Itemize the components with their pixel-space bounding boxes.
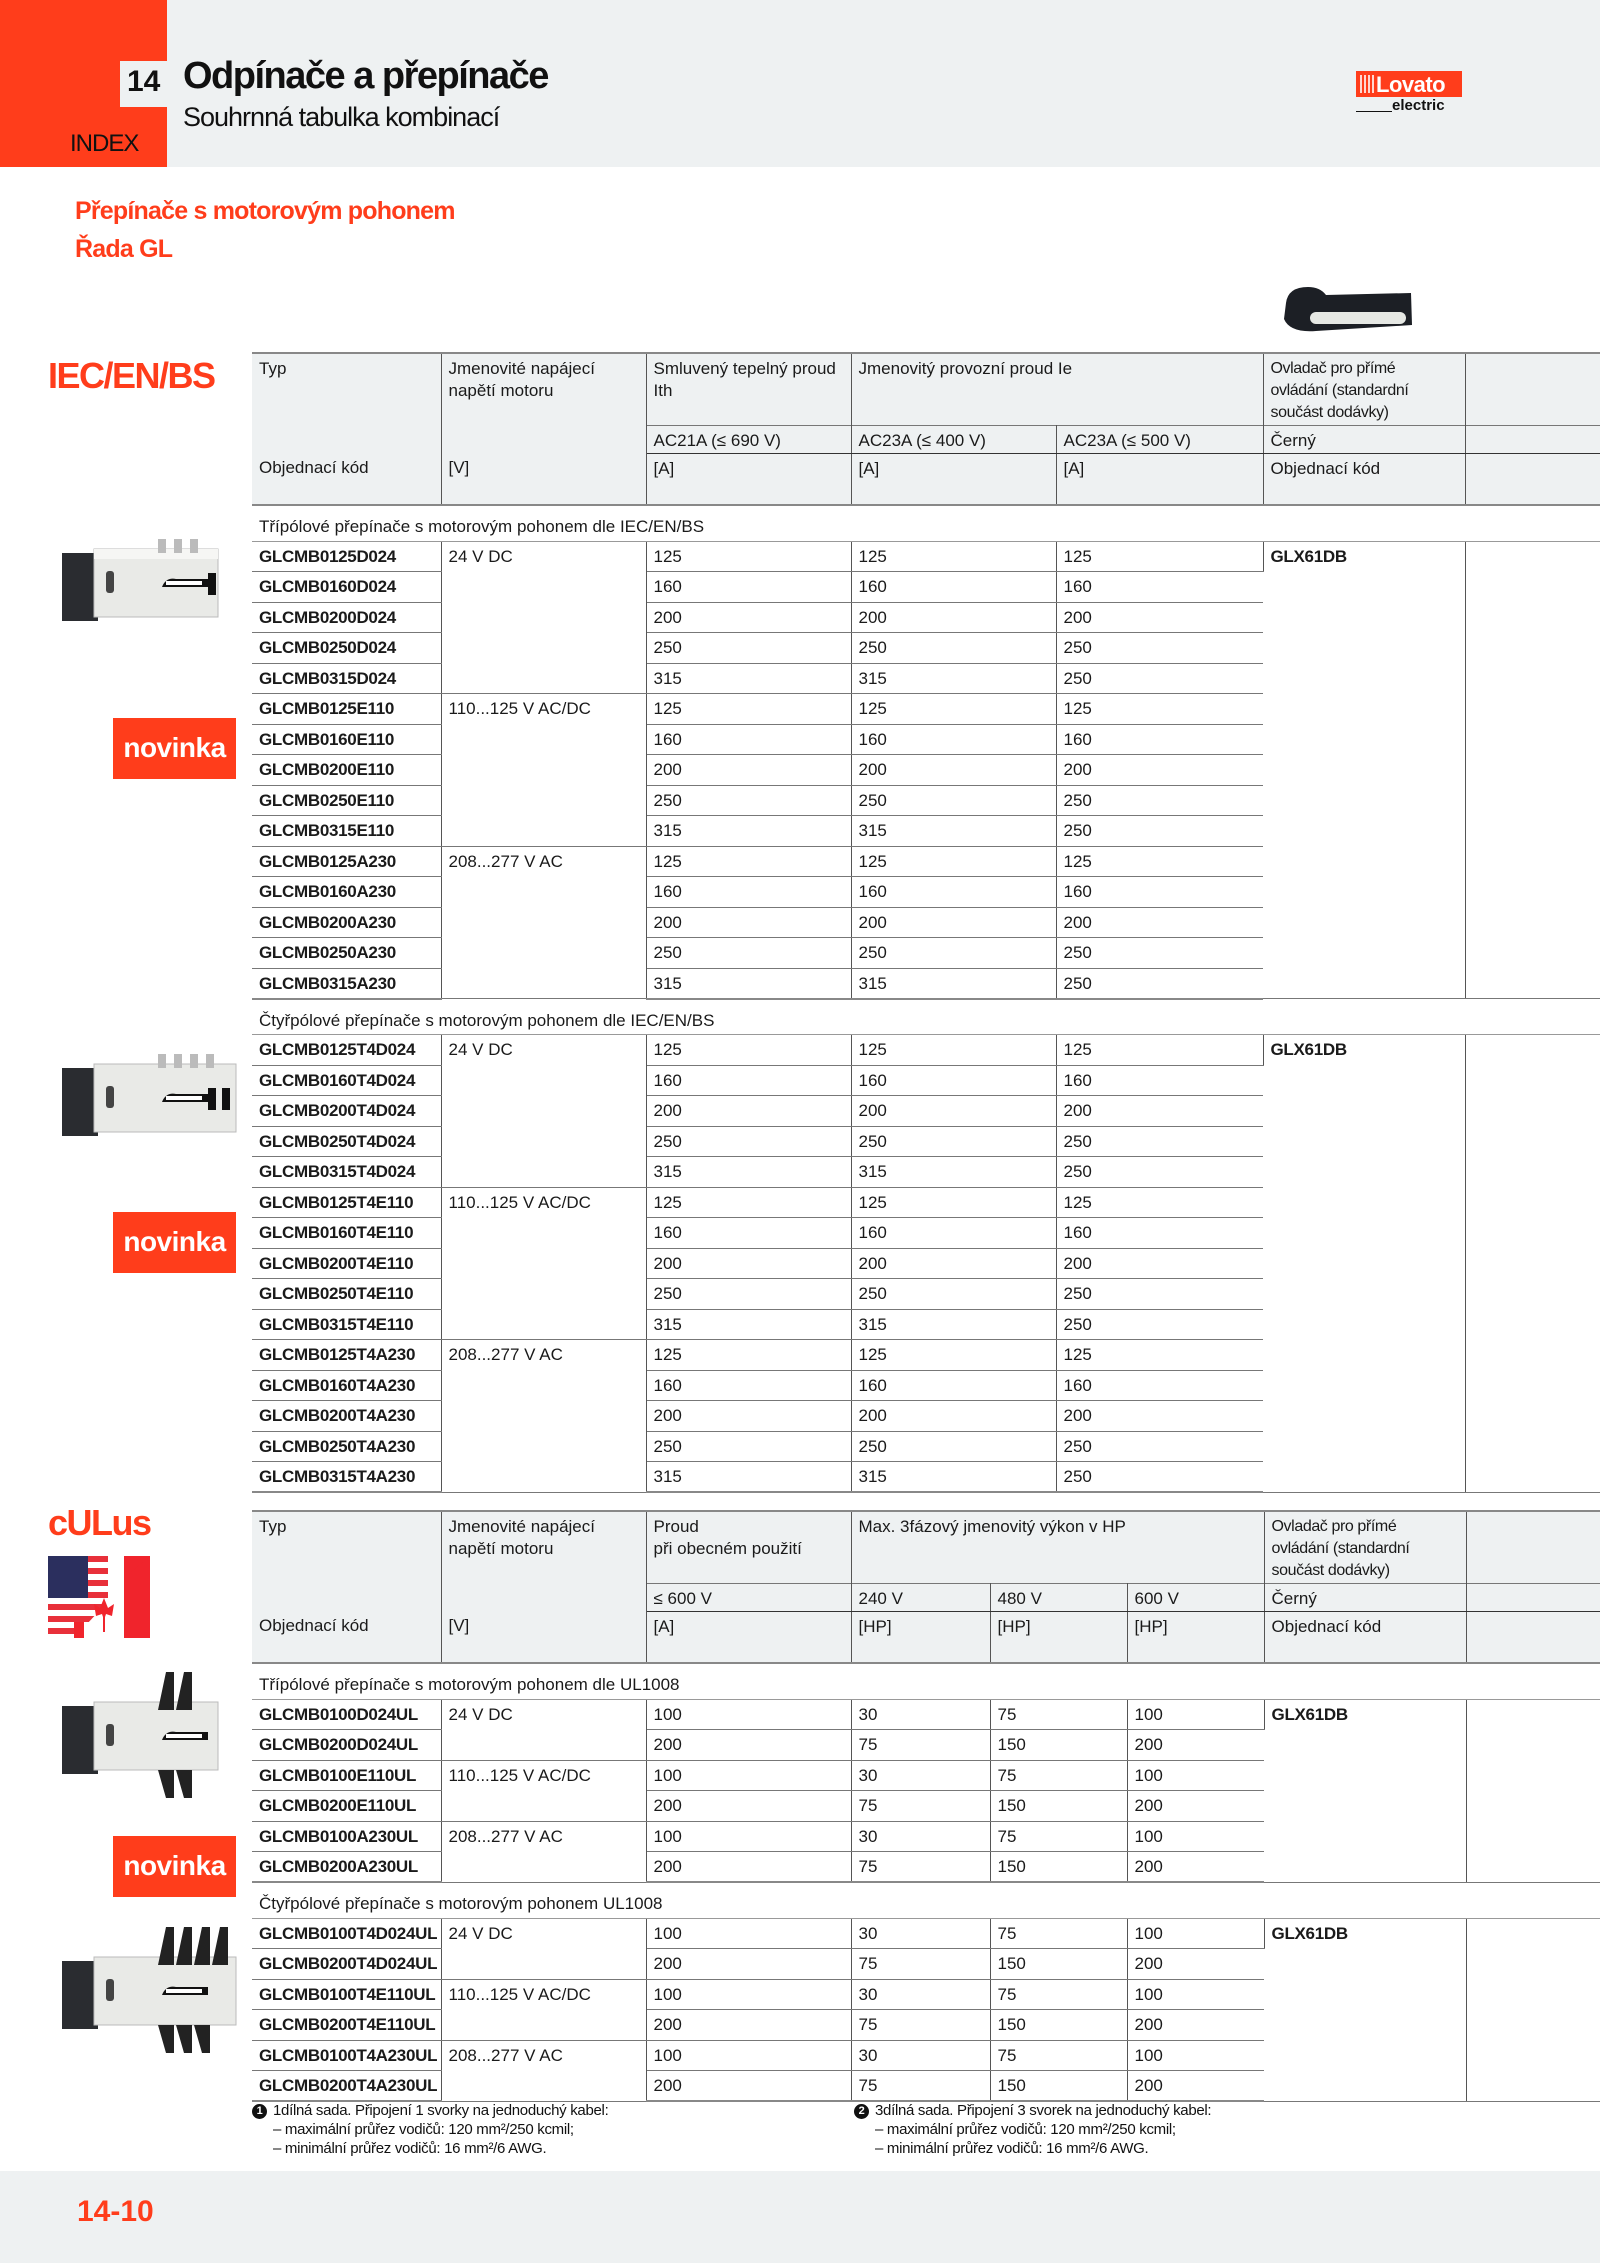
- order-code[interactable]: GLCMB0100T4D024UL: [252, 1918, 441, 1949]
- value-ie400: 200: [851, 602, 1056, 633]
- switch-4pole-product-icon: [58, 1050, 248, 1145]
- page-title: Odpínače a přepínače: [183, 55, 548, 97]
- order-code[interactable]: GLCMB0200T4D024UL: [252, 1949, 441, 1980]
- group-title: Čtyřpólové přepínače s motorovým pohonem UL1008: [252, 1890, 1600, 1918]
- header-type: Typ: [252, 353, 441, 425]
- header-type: Typ: [252, 1511, 441, 1583]
- header-handle: Ovladač pro přímé ovládání (standardní součást dodávky): [1264, 1511, 1466, 1583]
- value-ie500: 125: [1056, 694, 1263, 725]
- motor-voltage: 208...277 V AC: [441, 1340, 646, 1493]
- value-ie400: 250: [851, 938, 1056, 969]
- new-badge: novinka: [113, 1836, 236, 1897]
- value-ie400: 315: [851, 1309, 1056, 1340]
- value-ie400: 315: [851, 1462, 1056, 1493]
- order-code[interactable]: GLCMB0100E110UL: [252, 1760, 441, 1791]
- us-canada-flag-icon: [48, 1556, 150, 1638]
- value-hp600: 200: [1127, 1791, 1264, 1822]
- order-code[interactable]: GLCMB0250A230: [252, 938, 441, 969]
- motor-voltage: 208...277 V AC: [441, 2040, 646, 2101]
- footnote-2: 2 3dílná sada. Připojení 3 svorek na jednoduchý kabel: – maximální průřez vodičů: 120 mm²/250 kcmil; – minimální průřez vodičů: 16 mm²/6 AWG.: [854, 2101, 1211, 2158]
- switch-3pole-product-icon: [58, 535, 228, 630]
- order-code[interactable]: GLCMB0200A230: [252, 907, 441, 938]
- value-ith: 125: [646, 1035, 851, 1066]
- value-ith: 200: [646, 755, 851, 786]
- value-a: 200: [646, 1852, 851, 1883]
- header-ac21a: AC21A (≤ 690 V): [646, 425, 851, 453]
- value-hp240: 30: [851, 1821, 990, 1852]
- value-ith: 200: [646, 907, 851, 938]
- value-hp600: 200: [1127, 2071, 1264, 2102]
- motor-voltage: 24 V DC: [441, 541, 646, 694]
- header-unit-hp: [HP]: [1127, 1611, 1264, 1663]
- value-ie500: 200: [1056, 602, 1263, 633]
- header-motor-voltage: Jmenovité napájecí napětí motoru: [441, 353, 646, 425]
- value-ith: 125: [646, 1340, 851, 1371]
- table-row: [252, 1035, 1600, 1066]
- order-code[interactable]: GLCMB0200D024: [252, 602, 441, 633]
- order-code[interactable]: GLCMB0315T4E110: [252, 1309, 441, 1340]
- value-ie400: 250: [851, 1126, 1056, 1157]
- value-ie500: 160: [1056, 1218, 1263, 1249]
- value-ie400: 250: [851, 1431, 1056, 1462]
- value-ie500: 125: [1056, 1187, 1263, 1218]
- logo-sub: electric: [1392, 97, 1445, 114]
- value-hp480: 150: [990, 2010, 1127, 2041]
- value-ith: 200: [646, 1401, 851, 1432]
- value-ie400: 125: [851, 1035, 1056, 1066]
- header-ac23a-500: AC23A (≤ 500 V): [1056, 425, 1263, 453]
- order-code[interactable]: GLCMB0125T4A230: [252, 1340, 441, 1371]
- header-unit-a: [A]: [1056, 453, 1263, 505]
- value-a: 100: [646, 1760, 851, 1791]
- value-ie500: 250: [1056, 1126, 1263, 1157]
- value-ie500: 125: [1056, 1340, 1263, 1371]
- header-unit-hp: [HP]: [851, 1611, 990, 1663]
- motor-voltage: 24 V DC: [441, 1918, 646, 1979]
- motor-voltage: 208...277 V AC: [441, 846, 646, 999]
- section-title: [75, 192, 455, 268]
- group-title: Čtyřpólové přepínače s motorovým pohonem dle IEC/EN/BS: [252, 1007, 1600, 1035]
- order-code[interactable]: GLCMB0125D024: [252, 541, 441, 572]
- order-code[interactable]: GLCMB0160T4E110: [252, 1218, 441, 1249]
- value-hp600: 100: [1127, 1979, 1264, 2010]
- iec-spec-table: [252, 352, 1600, 1493]
- logo-brand: Lovato: [1376, 72, 1446, 97]
- value-hp600: 200: [1127, 1730, 1264, 1761]
- value-ie400: 160: [851, 724, 1056, 755]
- value-ith: 315: [646, 1462, 851, 1493]
- footnote-2-marker-icon: 2: [854, 2104, 869, 2119]
- order-code[interactable]: GLCMB0315E110: [252, 816, 441, 847]
- value-ie400: 125: [851, 1340, 1056, 1371]
- value-hp480: 150: [990, 1949, 1127, 1980]
- group-title: Třípólové přepínače s motorovým pohonem dle IEC/EN/BS: [252, 513, 1600, 541]
- value-ith: 200: [646, 1248, 851, 1279]
- page-subtitle: Souhrnná tabulka kombinací: [183, 102, 500, 132]
- value-ith: 315: [646, 1157, 851, 1188]
- value-ie500: 200: [1056, 1401, 1263, 1432]
- header-240v: 240 V: [851, 1583, 990, 1611]
- header-le600v: ≤ 600 V: [646, 1583, 851, 1611]
- value-ith: 160: [646, 1218, 851, 1249]
- handle-product-icon: [1276, 285, 1416, 335]
- header-handle-color: Černý: [1264, 1583, 1466, 1611]
- value-ie500: 250: [1056, 1157, 1263, 1188]
- value-ie500: 250: [1056, 1462, 1263, 1493]
- chapter-number: 14: [127, 65, 161, 98]
- order-code[interactable]: GLCMB0100A230UL: [252, 1821, 441, 1852]
- iec-standard-label: IEC/EN/BS: [48, 355, 215, 396]
- order-code[interactable]: GLCMB0100D024UL: [252, 1699, 441, 1730]
- value-hp600: 100: [1127, 1760, 1264, 1791]
- order-code[interactable]: GLCMB0200T4E110UL: [252, 2010, 441, 2041]
- header-handle-order-code: Objednací kód: [1263, 453, 1465, 505]
- value-ie400: 200: [851, 755, 1056, 786]
- switch-ul-4pole-product-icon: [58, 1925, 248, 2055]
- value-hp240: 75: [851, 2010, 990, 2041]
- value-ie500: 200: [1056, 1096, 1263, 1127]
- value-hp240: 30: [851, 2040, 990, 2071]
- value-ie400: 160: [851, 572, 1056, 603]
- table-row: [252, 1918, 1600, 1949]
- value-hp600: 200: [1127, 1949, 1264, 1980]
- value-hp480: 75: [990, 1918, 1127, 1949]
- header-unit-a: [A]: [646, 1611, 851, 1663]
- value-ie500: 250: [1056, 938, 1263, 969]
- value-a: 100: [646, 1979, 851, 2010]
- order-code[interactable]: GLCMB0125T4E110: [252, 1187, 441, 1218]
- handle-order-code[interactable]: GLX61DB: [1263, 541, 1465, 999]
- header-unit-hp: [HP]: [990, 1611, 1127, 1663]
- new-badge: novinka: [113, 718, 236, 779]
- value-ie400: 315: [851, 1157, 1056, 1188]
- header-unit-v: [V]: [441, 453, 646, 505]
- order-code[interactable]: GLCMB0160E110: [252, 724, 441, 755]
- order-code[interactable]: GLCMB0200T4A230: [252, 1401, 441, 1432]
- value-a: 100: [646, 1918, 851, 1949]
- value-ie500: 160: [1056, 572, 1263, 603]
- value-hp600: 200: [1127, 2010, 1264, 2041]
- table-row: [252, 1699, 1600, 1730]
- value-a: 200: [646, 1791, 851, 1822]
- group-title: Třípólové přepínače s motorovým pohonem dle UL1008: [252, 1671, 1600, 1699]
- value-a: 200: [646, 2010, 851, 2041]
- value-ie400: 200: [851, 1248, 1056, 1279]
- order-code[interactable]: GLCMB0315D024: [252, 663, 441, 694]
- value-ie500: 160: [1056, 1065, 1263, 1096]
- value-ith: 125: [646, 1187, 851, 1218]
- value-ie400: 200: [851, 1096, 1056, 1127]
- motor-voltage: 110...125 V AC/DC: [441, 1760, 646, 1821]
- value-ie400: 125: [851, 541, 1056, 572]
- value-a: 100: [646, 1821, 851, 1852]
- motor-voltage: 24 V DC: [441, 1699, 646, 1760]
- value-ie400: 125: [851, 1187, 1056, 1218]
- value-hp240: 75: [851, 1730, 990, 1761]
- value-a: 200: [646, 2071, 851, 2102]
- value-ith: 250: [646, 1279, 851, 1310]
- value-hp480: 75: [990, 1821, 1127, 1852]
- header-600v: 600 V: [1127, 1583, 1264, 1611]
- value-hp240: 75: [851, 1791, 990, 1822]
- value-ith: 250: [646, 938, 851, 969]
- new-badge: novinka: [113, 1212, 236, 1273]
- order-code[interactable]: GLCMB0160T4D024: [252, 1065, 441, 1096]
- order-code[interactable]: GLCMB0100T4A230UL: [252, 2040, 441, 2071]
- header-order-code: Objednací kód: [252, 453, 441, 505]
- value-ie400: 315: [851, 816, 1056, 847]
- value-ie400: 160: [851, 1370, 1056, 1401]
- value-ie500: 250: [1056, 1279, 1263, 1310]
- value-ie400: 250: [851, 785, 1056, 816]
- value-ie500: 200: [1056, 907, 1263, 938]
- header-handle: Ovladač pro přímé ovládání (standardní součást dodávky): [1263, 353, 1465, 425]
- value-ie400: 125: [851, 694, 1056, 725]
- order-code[interactable]: GLCMB0200E110UL: [252, 1791, 441, 1822]
- value-ith: 160: [646, 572, 851, 603]
- value-hp240: 30: [851, 1979, 990, 2010]
- value-ie500: 250: [1056, 1309, 1263, 1340]
- value-hp480: 150: [990, 1852, 1127, 1883]
- motor-voltage: 208...277 V AC: [441, 1821, 646, 1882]
- value-hp600: 100: [1127, 1699, 1264, 1730]
- header-unit-a: [A]: [851, 453, 1056, 505]
- value-ith: 200: [646, 1096, 851, 1127]
- header-handle-order-code: Objednací kód: [1264, 1611, 1466, 1663]
- value-ie500: 250: [1056, 968, 1263, 999]
- order-code[interactable]: GLCMB0160T4A230: [252, 1370, 441, 1401]
- value-hp480: 75: [990, 2040, 1127, 2071]
- order-code[interactable]: GLCMB0200A230UL: [252, 1852, 441, 1883]
- value-ith: 200: [646, 602, 851, 633]
- header-operating-current: Jmenovitý provozní proud Ie: [851, 353, 1263, 425]
- value-ie500: 160: [1056, 724, 1263, 755]
- header-unit-a: [A]: [646, 453, 851, 505]
- value-hp240: 30: [851, 1760, 990, 1791]
- value-ith: 315: [646, 816, 851, 847]
- value-ith: 125: [646, 541, 851, 572]
- section-title-line1: Přepínače s motorovým pohonem: [75, 197, 455, 225]
- value-ith: 315: [646, 1309, 851, 1340]
- value-ith: 160: [646, 1065, 851, 1096]
- value-ie400: 160: [851, 1065, 1056, 1096]
- value-hp480: 75: [990, 1979, 1127, 2010]
- section-title-line2: Řada GL: [75, 235, 173, 263]
- footnote-1: 1 1dílná sada. Připojení 1 svorky na jednoduchý kabel: – maximální průřez vodičů: 120 mm²/250 kcmil; – minimální průřez vodičů: 16 mm²/6 AWG.: [252, 2101, 608, 2158]
- value-a: 200: [646, 1730, 851, 1761]
- header-handle-color: Černý: [1263, 425, 1465, 453]
- order-code[interactable]: GLCMB0125A230: [252, 846, 441, 877]
- value-ie500: 200: [1056, 755, 1263, 786]
- value-hp600: 200: [1127, 1852, 1264, 1883]
- value-ie500: 250: [1056, 816, 1263, 847]
- value-hp600: 100: [1127, 2040, 1264, 2071]
- value-ie400: 250: [851, 633, 1056, 664]
- value-ie500: 125: [1056, 541, 1263, 572]
- value-ie500: 160: [1056, 877, 1263, 908]
- value-ie500: 250: [1056, 633, 1263, 664]
- header-general-current: Proud při obecném použití: [646, 1511, 851, 1583]
- value-ie400: 200: [851, 907, 1056, 938]
- order-code[interactable]: GLCMB0160D024: [252, 572, 441, 603]
- value-hp480: 150: [990, 1791, 1127, 1822]
- value-ith: 160: [646, 877, 851, 908]
- value-ie500: 250: [1056, 663, 1263, 694]
- value-ith: 250: [646, 785, 851, 816]
- value-hp480: 75: [990, 1760, 1127, 1791]
- lovato-logo: [1356, 71, 1462, 113]
- motor-voltage: 110...125 V AC/DC: [441, 694, 646, 847]
- value-hp240: 75: [851, 2071, 990, 2102]
- page-number: 14-10: [77, 2195, 154, 2228]
- value-ith: 125: [646, 846, 851, 877]
- value-ie400: 315: [851, 968, 1056, 999]
- order-code[interactable]: GLCMB0200T4E110: [252, 1248, 441, 1279]
- value-ith: 125: [646, 694, 851, 725]
- order-code[interactable]: GLCMB0250T4D024: [252, 1126, 441, 1157]
- value-ie400: 125: [851, 846, 1056, 877]
- value-ie500: 125: [1056, 846, 1263, 877]
- value-ith: 250: [646, 1126, 851, 1157]
- value-ith: 250: [646, 633, 851, 664]
- ul-standard-label: cULus: [48, 1502, 151, 1543]
- handle-order-code[interactable]: GLX61DB: [1264, 1699, 1466, 1882]
- order-code[interactable]: GLCMB0125T4D024: [252, 1035, 441, 1066]
- order-code[interactable]: GLCMB0200T4A230UL: [252, 2071, 441, 2102]
- order-code[interactable]: GLCMB0125E110: [252, 694, 441, 725]
- handle-order-code[interactable]: GLX61DB: [1263, 1035, 1465, 1493]
- index-link[interactable]: INDEX: [70, 130, 139, 157]
- value-ith: 315: [646, 663, 851, 694]
- value-hp600: 100: [1127, 1821, 1264, 1852]
- motor-voltage: 24 V DC: [441, 1035, 646, 1188]
- value-ith: 160: [646, 724, 851, 755]
- value-ie500: 200: [1056, 1248, 1263, 1279]
- motor-voltage: 110...125 V AC/DC: [441, 1979, 646, 2040]
- value-ie500: 160: [1056, 1370, 1263, 1401]
- value-hp480: 150: [990, 2071, 1127, 2102]
- order-code[interactable]: GLCMB0315T4A230: [252, 1462, 441, 1493]
- order-code[interactable]: GLCMB0250T4E110: [252, 1279, 441, 1310]
- value-ith: 315: [646, 968, 851, 999]
- header-thermal-current: Smluvený tepelný proud Ith: [646, 353, 851, 425]
- value-hp480: 75: [990, 1699, 1127, 1730]
- header-unit-v: [V]: [441, 1611, 646, 1663]
- value-a: 100: [646, 2040, 851, 2071]
- value-ie500: 125: [1056, 1035, 1263, 1066]
- order-code[interactable]: GLCMB0250T4A230: [252, 1431, 441, 1462]
- value-ie400: 250: [851, 1279, 1056, 1310]
- value-ith: 250: [646, 1431, 851, 1462]
- value-ith: 160: [646, 1370, 851, 1401]
- header-480v: 480 V: [990, 1583, 1127, 1611]
- value-hp240: 30: [851, 1918, 990, 1949]
- value-ie400: 160: [851, 1218, 1056, 1249]
- order-code[interactable]: GLCMB0200T4D024: [252, 1096, 441, 1127]
- ul-spec-table: [252, 1510, 1600, 2102]
- value-hp480: 150: [990, 1730, 1127, 1761]
- order-code[interactable]: GLCMB0250D024: [252, 633, 441, 664]
- value-a: 200: [646, 1949, 851, 1980]
- header-motor-voltage: Jmenovité napájecí napětí motoru: [441, 1511, 646, 1583]
- order-code[interactable]: GLCMB0315T4D024: [252, 1157, 441, 1188]
- header-ac23a-400: AC23A (≤ 400 V): [851, 425, 1056, 453]
- header-hp-power: Max. 3fázový jmenovitý výkon v HP: [851, 1511, 1264, 1583]
- value-ie400: 160: [851, 877, 1056, 908]
- value-hp600: 100: [1127, 1918, 1264, 1949]
- motor-voltage: 110...125 V AC/DC: [441, 1187, 646, 1340]
- order-code[interactable]: GLCMB0315A230: [252, 968, 441, 999]
- order-code[interactable]: GLCMB0200E110: [252, 755, 441, 786]
- value-hp240: 30: [851, 1699, 990, 1730]
- table-row: [252, 541, 1600, 572]
- value-ie500: 250: [1056, 785, 1263, 816]
- order-code[interactable]: GLCMB0100T4E110UL: [252, 1979, 441, 2010]
- handle-order-code[interactable]: GLX61DB: [1264, 1918, 1466, 2101]
- order-code[interactable]: GLCMB0160A230: [252, 877, 441, 908]
- value-a: 100: [646, 1699, 851, 1730]
- switch-ul-3pole-product-icon: [58, 1670, 228, 1800]
- value-ie500: 250: [1056, 1431, 1263, 1462]
- footer-band: [0, 2171, 1600, 2263]
- value-ie400: 200: [851, 1401, 1056, 1432]
- value-hp240: 75: [851, 1949, 990, 1980]
- footnote-1-marker-icon: 1: [252, 2104, 267, 2119]
- order-code[interactable]: GLCMB0250E110: [252, 785, 441, 816]
- value-hp240: 75: [851, 1852, 990, 1883]
- value-ie400: 315: [851, 663, 1056, 694]
- order-code[interactable]: GLCMB0200D024UL: [252, 1730, 441, 1761]
- logo-bars-icon: [1360, 75, 1374, 93]
- header-order-code: Objednací kód: [252, 1611, 441, 1663]
